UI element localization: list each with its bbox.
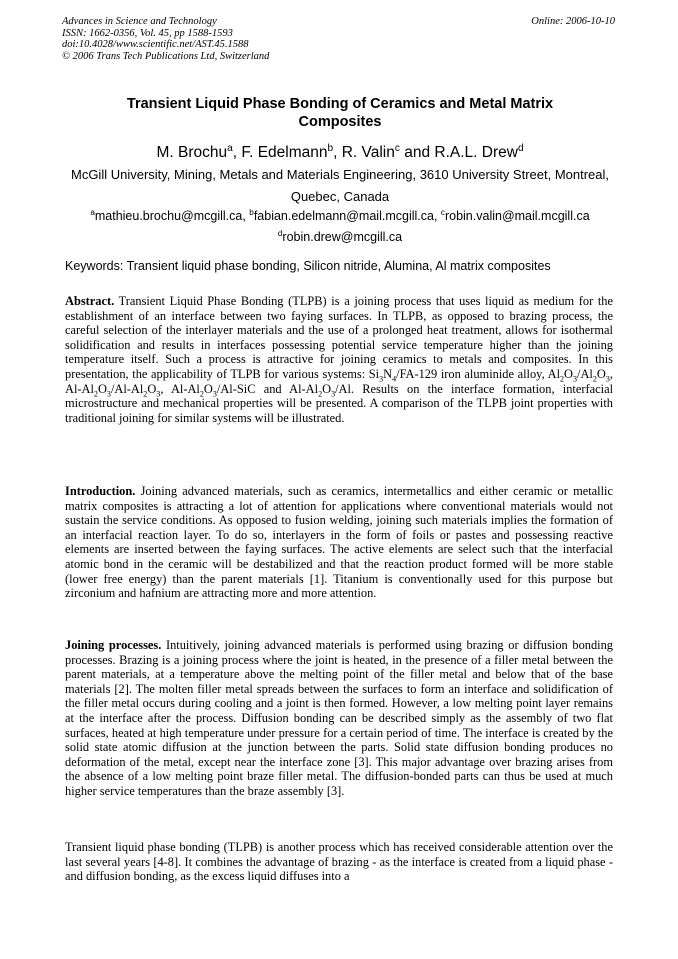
author-name: R. Valin — [341, 144, 395, 161]
subscript: 2 — [199, 389, 204, 399]
abstract-text: Transient Liquid Phase Bonding (TLPB) is a joining process that uses liquid as medium for the establishment of an interface between two faying surfaces. In TLPB, as opposed to brazing process, the careful selection of the interlayer materials and the use of a prolonged heat treatment, allows for isothermal solidification and results in interfaces possessing potential service temperature higher than the joining temperature itself. Such a process is attractive for joining ceramics to metals and composites. In this presentation, the applicability of TLPB for various systems: Si — [65, 294, 613, 381]
subscript: 3 — [605, 374, 610, 384]
doi-line: doi:10.4028/www.scientific.net/AST.45.1588 — [62, 39, 249, 50]
author-sup: a — [227, 142, 233, 154]
email-sup: d — [277, 228, 283, 238]
subscript: 2 — [592, 374, 597, 384]
journal-header — [62, 16, 269, 62]
subscript: 2 — [318, 389, 323, 399]
abstract-text: /Al. Results on the interface formation, interfacial microstructure and mechanical properties will be presented. A comparison of the TLPB joint properties with traditional joining for similar systems will be illustrated. — [65, 381, 614, 425]
email-list: $^a$mathieu.brochu@mcgill.ca, $^b$fabian.edelmann@mail.mcgill.ca, $^c$robin.valin@mail.mcgill.ca $^d$robin.drew@mcgill.ca — [90, 207, 590, 244]
abstract-text: O — [203, 381, 213, 396]
abstract-heading: Abstract. — [65, 294, 115, 308]
journal-name: Advances in Science and Technology — [62, 16, 217, 27]
subscript: 2 — [143, 389, 148, 399]
abstract-text: /Al — [577, 366, 593, 381]
author-separator: , — [232, 144, 242, 161]
author-sup: c — [394, 142, 400, 154]
abstract-text: , Al-Al — [160, 381, 200, 396]
joining-processes-heading: Joining processes. — [65, 638, 162, 652]
keywords: Keywords: Transient liquid phase bonding, Silicon nitride, Alumina, Al matrix composites — [65, 259, 551, 273]
introduction-paragraph — [65, 484, 613, 601]
email-sup: a — [90, 207, 95, 217]
introduction-heading: Introduction. — [65, 484, 136, 498]
subscript: 3 — [331, 389, 336, 399]
subscript: 3 — [106, 389, 111, 399]
abstract-text: O — [322, 381, 332, 396]
joining-processes-text: Intuitively, joining advanced materials is performed using brazing or diffusion bonding processes. Brazing is a joining process where the joint is heated, in the presence of a filler metal between the parent materials, at a temperature above the melting point of the filler metal and below that of the base materials [2]. The molten filler metal spreads between the surfaces to form an interface and solidification of the filler metal occurs during cooling and a joint is then formed. However, a low melting point layer remains at the interface after the process. Diffusion bonding can be described simply as the assembly of two flat surfaces, heated at high temperature under pressure for a certain period of time. The interface is created by the solid state atomic diffusion at the junction between the parts. Solid state diffusion bonding produces no deformation of the metal, except near the interface zone [3]. This major advantage over brazing arises from the absence of a low melting point braze filler metal. The diffusion-bonded parts can thus be used at much higher service temperatures than the braze assembly [3]. — [65, 638, 613, 798]
author-sup: b — [327, 142, 334, 154]
subscript: 3 — [212, 389, 217, 399]
author-sup: d — [517, 142, 524, 154]
email-sup: c — [440, 207, 445, 217]
issn-line: ISSN: 1662-0356, Vol. 45, pp 1588-1593 — [62, 27, 233, 39]
online-date: Online: 2006-10-10 — [531, 16, 615, 27]
email-link[interactable]: mathieu.brochu@mcgill.ca — [94, 209, 243, 223]
abstract-text: , Al-Al — [65, 366, 613, 396]
introduction-text: Joining advanced materials, such as ceramics, intermetallics and either ceramic or metallic matrix composites is attracting a lot of attention for applications where conventional materials would not sustain the service conditions. As opposed to fusion welding, joining such materials implies the formation of an interfacial reaction layer. To do so, interlayers in the form of foils or pastes and possessing reactive elements are inserted between the faying surfaces. The active elements are select such that the interfacial atomic bond in the ceramic will be destabilized and that the reaction product formed will be more stable (lower free energy) than the parent materials [1]. Titanium is conventionally used for this purpose but zirconium and hafnium are attracting more and more attention. — [65, 484, 613, 601]
copyright-line: © 2006 Trans Tech Publications Ltd, Switzerland — [62, 50, 270, 62]
affiliation: McGill University, Mining, Metals and Materials Engineering, 3610 University Street, Montreal, Quebec, Canada — [70, 167, 610, 204]
joining-processes-paragraph — [65, 638, 613, 799]
abstract-text: O — [564, 366, 573, 381]
subscript: 2 — [560, 374, 565, 384]
author-list — [60, 143, 620, 162]
subscript: 3 — [573, 374, 578, 384]
subscript: 3 — [156, 389, 161, 399]
abstract-text: O — [147, 381, 157, 396]
abstract-paragraph — [65, 294, 613, 425]
email-link[interactable]: robin.drew@mcgill.ca — [282, 230, 403, 244]
paper-title: Transient Liquid Phase Bonding of Ceramics and Metal Matrix Composites — [126, 96, 554, 130]
email-sup: b — [249, 207, 254, 217]
abstract-text: /Al-SiC and Al-Al — [216, 381, 319, 396]
abstract-text: /FA-129 iron aluminide alloy, Al — [396, 366, 561, 381]
author-separator: and — [399, 144, 435, 161]
abstract-text: N — [383, 366, 393, 381]
abstract-text: O — [97, 381, 107, 396]
subscript: 4 — [392, 374, 397, 384]
abstract-text: /Al-Al — [110, 381, 144, 396]
author-separator: , — [333, 144, 342, 161]
subscript: 3 — [379, 374, 384, 384]
email-link[interactable]: robin.valin@mail.mcgill.ca — [444, 209, 590, 223]
author-name: R.A.L. Drew — [434, 144, 518, 161]
subscript: 2 — [93, 389, 98, 399]
author-name: F. Edelmann — [241, 144, 328, 161]
author-name: M. Brochu — [156, 144, 228, 161]
email-link[interactable]: fabian.edelmann@mail.mcgill.ca — [253, 209, 434, 223]
abstract-text: O — [596, 366, 606, 381]
tlpb-paragraph: Transient liquid phase bonding (TLPB) is another process which has received considerable attention over the last several years [4-8]. It combines the advantage of brazing - as the interface is created from a liquid phase - and diffusion bonding, as the excess liquid diffuses into a — [65, 840, 613, 884]
